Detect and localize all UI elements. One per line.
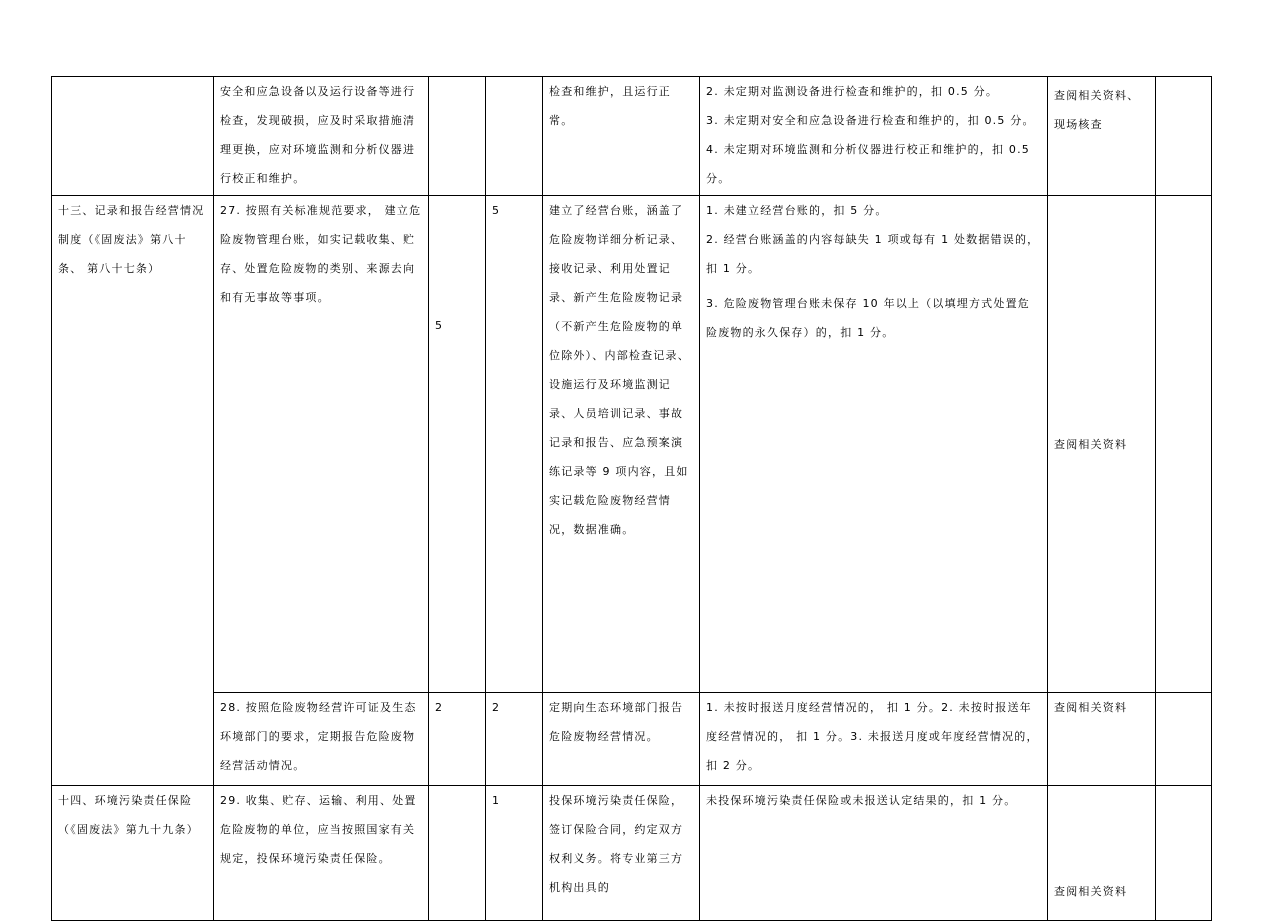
table-row (52, 77, 1212, 196)
score-cell: 2 (429, 693, 486, 786)
remark-cell (1156, 77, 1212, 196)
deduction-cell (700, 693, 1048, 786)
method-cell: 查阅相关资料、现场核查 (1048, 77, 1156, 196)
deduction-cell (700, 786, 1048, 921)
deduction-cell (700, 196, 1048, 693)
standard-cell: 投保环境污染责任保险，签订保险合同，约定双方权利义务。将专业第三方机构出具的 (543, 786, 700, 921)
score2-cell: 5 (486, 196, 543, 693)
requirement-cell: 29. 收集、贮存、运输、利用、处置危险废物的单位，应当按照国家有关规定，投保环境污染责任保险。 (214, 786, 429, 921)
item-cell: 十三、记录和报告经营情况 制度（《固废法》第八十条、 第八十七条） (52, 196, 214, 786)
score2-cell: 2 (486, 693, 543, 786)
table-row (52, 693, 1212, 786)
table-row (52, 196, 1212, 693)
document-page (51, 76, 1211, 921)
deduction-line: 2. 未定期对监测设备进行检查和维护的，扣 0.5 分。 (706, 85, 999, 98)
score-cell: 5 (429, 196, 486, 693)
requirement-cell: 28. 按照危险废物经营许可证及生态环境部门的要求，定期报告危险废物经营活动情况。 (214, 693, 429, 786)
item-cell: 十四、环境污染责任保险（《固废法》第九十九条） (52, 786, 214, 921)
score-cell (429, 786, 486, 921)
method-cell: 查阅相关资料 (1048, 786, 1156, 921)
table-row (52, 786, 1212, 921)
requirement-cell: 27. 按照有关标准规范要求， 建立危险废物管理台账，如实记载收集、贮存、处置危险废物的类别、来源去向和有无事故等事项。 (214, 196, 429, 693)
method-cell: 查阅相关资料 (1048, 196, 1156, 693)
deduction-line: 3. 危险废物管理台账未保存 10 年以上（以填埋方式处置危险废物的永久保存）的，扣 1 分。 (706, 297, 1030, 339)
standard-cell: 检查和维护，且运行正常。 (543, 77, 700, 196)
requirement-cell: 安全和应急设备以及运行设备等进行检查，发现破损，应及时采取措施清理更换，应对环境监测和分析仪器进行校正和维护。 (214, 77, 429, 196)
deduction-line: 1. 未按时报送月度经营情况的， 扣 1 分。2. 未按时报送年度经营情况的， 扣 1 分。3. 未报送月度或年度经营情况的， 扣 2 分。 (706, 701, 1039, 772)
remark-cell (1156, 196, 1212, 693)
deduction-line: 1. 未建立经营台账的，扣 5 分。 (706, 204, 888, 217)
deduction-line: 未投保环境污染责任保险或未报送认定结果的，扣 1 分。 (706, 794, 1017, 807)
score2-cell: 1 (486, 786, 543, 921)
item-cell (52, 77, 214, 196)
score-cell (429, 77, 486, 196)
method-cell: 查阅相关资料 (1048, 693, 1156, 786)
deduction-line: 2. 经营台账涵盖的内容每缺失 1 项或每有 1 处数据错误的，扣 1 分。 (706, 233, 1040, 275)
standard-cell: 定期向生态环境部门报告危险废物经营情况。 (543, 693, 700, 786)
deduction-line: 3. 未定期对安全和应急设备进行检查和维护的，扣 0.5 分。4. 未定期对环境监测和分析仪器进行校正和维护的，扣 0.5 分。 (706, 114, 1035, 185)
standard-cell: 建立了经营台账，涵盖了危险废物详细分析记录、接收记录、利用处置记录、新产生危险废物记录（不新产生危险废物的单位除外）、内部检查记录、设施运行及环境监测记录、人员培训记录、事故记录和报告、应急预案演练记录等 9 项内容，且如实记载危险废物经营情况，数据准确。 (543, 196, 700, 693)
remark-cell (1156, 786, 1212, 921)
deduction-cell (700, 77, 1048, 196)
assessment-table (51, 76, 1212, 921)
score2-cell (486, 77, 543, 196)
remark-cell (1156, 693, 1212, 786)
